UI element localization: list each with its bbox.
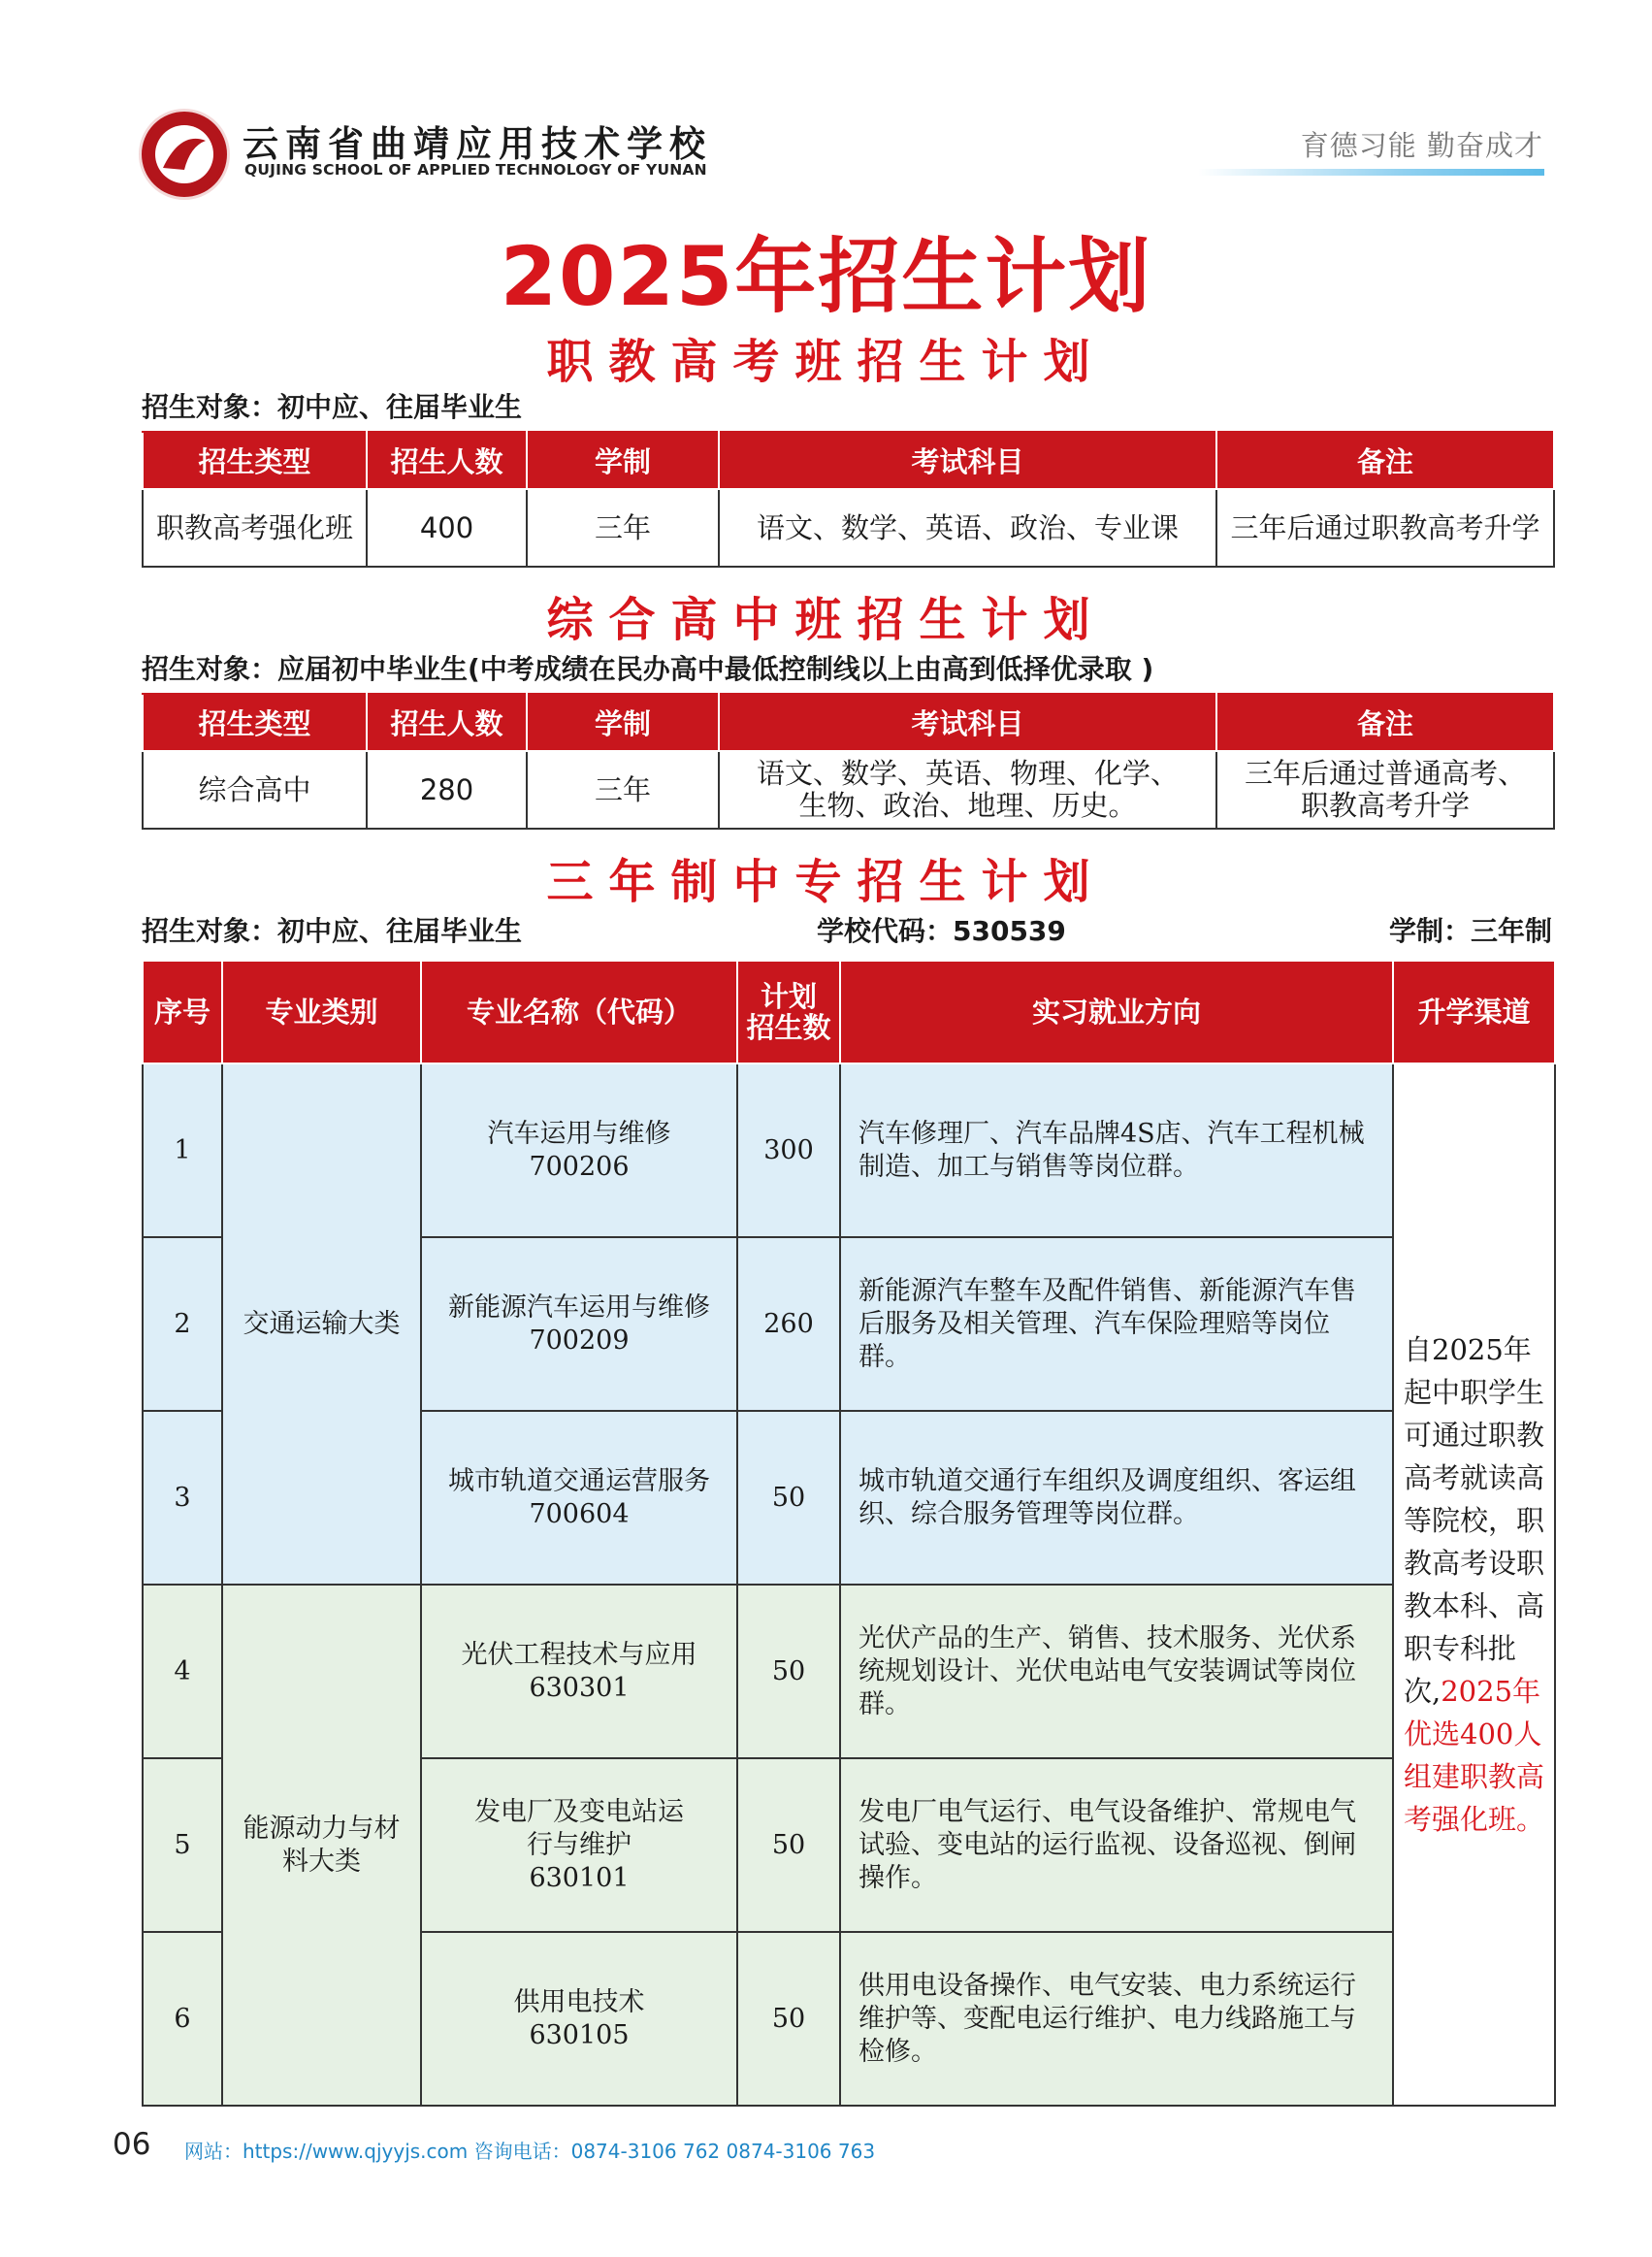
col-header-plan	[737, 961, 840, 1063]
major-name: 发电厂及变电站运行与维护	[474, 1796, 684, 1860]
table-cell: 综合高中	[143, 751, 367, 829]
major-code: 630105	[529, 2019, 630, 2050]
major-cell	[421, 1063, 737, 1237]
major-cell	[421, 1932, 737, 2106]
col-header: 学制	[527, 432, 719, 489]
row-no: 1	[143, 1063, 222, 1237]
major-name: 汽车运用与维修	[487, 1118, 671, 1149]
school-name-en: QUJING SCHOOL OF APPLIED TECHNOLOGY OF YUNAN	[244, 161, 707, 179]
page-number: 06	[113, 2127, 151, 2162]
plan-count: 300	[737, 1063, 840, 1237]
section3-title: 三年制中专招生计划	[546, 855, 1106, 909]
section3-target: 招生对象：初中应、往届毕业生	[142, 915, 523, 947]
direction-cell: 供用电设备操作、电气安装、电力系统运行维护等、变配电运行维护、电力线路施工与检修。	[840, 1932, 1393, 2106]
col-header: 备注	[1216, 432, 1554, 489]
col-header-no: 序号	[143, 961, 222, 1063]
col-header: 学制	[527, 694, 719, 751]
section1-target: 招生对象：初中应、往届毕业生	[142, 391, 523, 423]
section1-table	[142, 431, 1555, 568]
col-header-major: 专业名称（代码）	[421, 961, 737, 1063]
table-cell: 400	[367, 489, 527, 567]
direction-cell: 光伏产品的生产、销售、技术服务、光伏系统规划设计、光伏电站电气安装调试等岗位群。	[840, 1585, 1393, 1758]
school-motto: 育德习能 勤奋成才	[1300, 129, 1543, 162]
major-name: 供用电技术	[513, 1986, 645, 2017]
direction-cell: 城市轨道交通行车组织及调度组织、客运组织、综合服务管理等岗位群。	[840, 1411, 1393, 1585]
table-cell: 280	[367, 751, 527, 829]
major-name: 城市轨道交通运营服务	[448, 1465, 710, 1496]
table-row	[143, 1585, 1555, 1758]
col-header-direction: 实习就业方向	[840, 961, 1393, 1063]
row-no: 4	[143, 1585, 222, 1758]
table-cell: 职教高考强化班	[143, 489, 367, 567]
major-name: 光伏工程技术与应用	[461, 1639, 697, 1670]
plan-count: 260	[737, 1237, 840, 1411]
schooling-length: 学制：三年制	[1388, 915, 1552, 947]
school-code: 学校代码：530539	[817, 915, 1066, 947]
category-cell: 交通运输大类	[222, 1063, 421, 1585]
direction-cell: 汽车修理厂、汽车品牌4S店、汽车工程机械制造、加工与销售等岗位群。	[840, 1063, 1393, 1237]
major-code: 700209	[529, 1325, 630, 1356]
path-highlight: 2025年优选400人组建职教高考强化班。	[1404, 1675, 1545, 1836]
major-cell	[421, 1758, 737, 1932]
col-header: 考试科目	[719, 432, 1216, 489]
path-text: 自2025年起中职学生可通过职教高考就读高等院校，职教高考设职教本科、高职专科批次,	[1404, 1333, 1545, 1708]
section2-table	[142, 693, 1555, 830]
plan-count: 50	[737, 1758, 840, 1932]
table-cell: 三年后通过普通高考、职教高考升学	[1216, 751, 1554, 829]
direction-cell: 发电厂电气运行、电气设备维护、常规电气试验、变电站的运行监视、设备巡视、倒闸操作。	[840, 1758, 1393, 1932]
major-code: 630101	[529, 1862, 630, 1893]
table-cell: 语文、数学、英语、物理、化学、生物、政治、地理、历史。	[719, 751, 1216, 829]
col-header: 备注	[1216, 694, 1554, 751]
col-header: 招生类型	[143, 432, 367, 489]
motto-underline	[1198, 169, 1544, 176]
major-name: 新能源汽车运用与维修	[448, 1292, 710, 1323]
major-cell	[421, 1585, 737, 1758]
section1-title: 职教高考班招生计划	[546, 335, 1106, 389]
school-logo	[139, 109, 230, 200]
table-cell: 三年	[527, 489, 719, 567]
plan-count: 50	[737, 1932, 840, 2106]
row-no: 5	[143, 1758, 222, 1932]
section2-title: 综合高中班招生计划	[546, 593, 1106, 647]
plan-count: 50	[737, 1411, 840, 1585]
table-row	[143, 1063, 1555, 1237]
direction-cell: 新能源汽车整车及配件销售、新能源汽车售后服务及相关管理、汽车保险理赔等岗位群。	[840, 1237, 1393, 1411]
category-cell: 能源动力与材料大类	[222, 1585, 421, 2106]
page-title: 2025年招生计划	[500, 229, 1152, 324]
majors-table	[142, 960, 1556, 2107]
col-header-plan-line2: 招生数	[746, 1011, 831, 1044]
row-no: 6	[143, 1932, 222, 2106]
col-header-category: 专业类别	[222, 961, 421, 1063]
major-cell	[421, 1411, 737, 1585]
col-header: 招生人数	[367, 694, 527, 751]
col-header: 招生类型	[143, 694, 367, 751]
row-no: 2	[143, 1237, 222, 1411]
section2-target: 招生对象：应届初中毕业生(中考成绩在民办高中最低控制线以上由高到低择优录取 )	[142, 653, 1154, 685]
major-code: 630301	[529, 1672, 630, 1703]
school-name-cn: 云南省曲靖应用技术学校	[243, 122, 712, 165]
table-cell: 三年后通过职教高考升学	[1216, 489, 1554, 567]
col-header: 考试科目	[719, 694, 1216, 751]
col-header: 招生人数	[367, 432, 527, 489]
table-cell: 三年	[527, 751, 719, 829]
table-cell: 语文、数学、英语、政治、专业课	[719, 489, 1216, 567]
major-code: 700206	[529, 1151, 630, 1182]
major-code: 700604	[529, 1498, 630, 1529]
path-cell	[1393, 1063, 1555, 2106]
major-cell	[421, 1237, 737, 1411]
plan-count: 50	[737, 1585, 840, 1758]
col-header-plan-line1: 计划	[760, 980, 817, 1013]
footer-contact: 网站：https://www.qjyyjs.com 咨询电话：0874-3106 762 0874-3106 763	[184, 2140, 876, 2163]
row-no: 3	[143, 1411, 222, 1585]
col-header-path: 升学渠道	[1393, 961, 1555, 1063]
